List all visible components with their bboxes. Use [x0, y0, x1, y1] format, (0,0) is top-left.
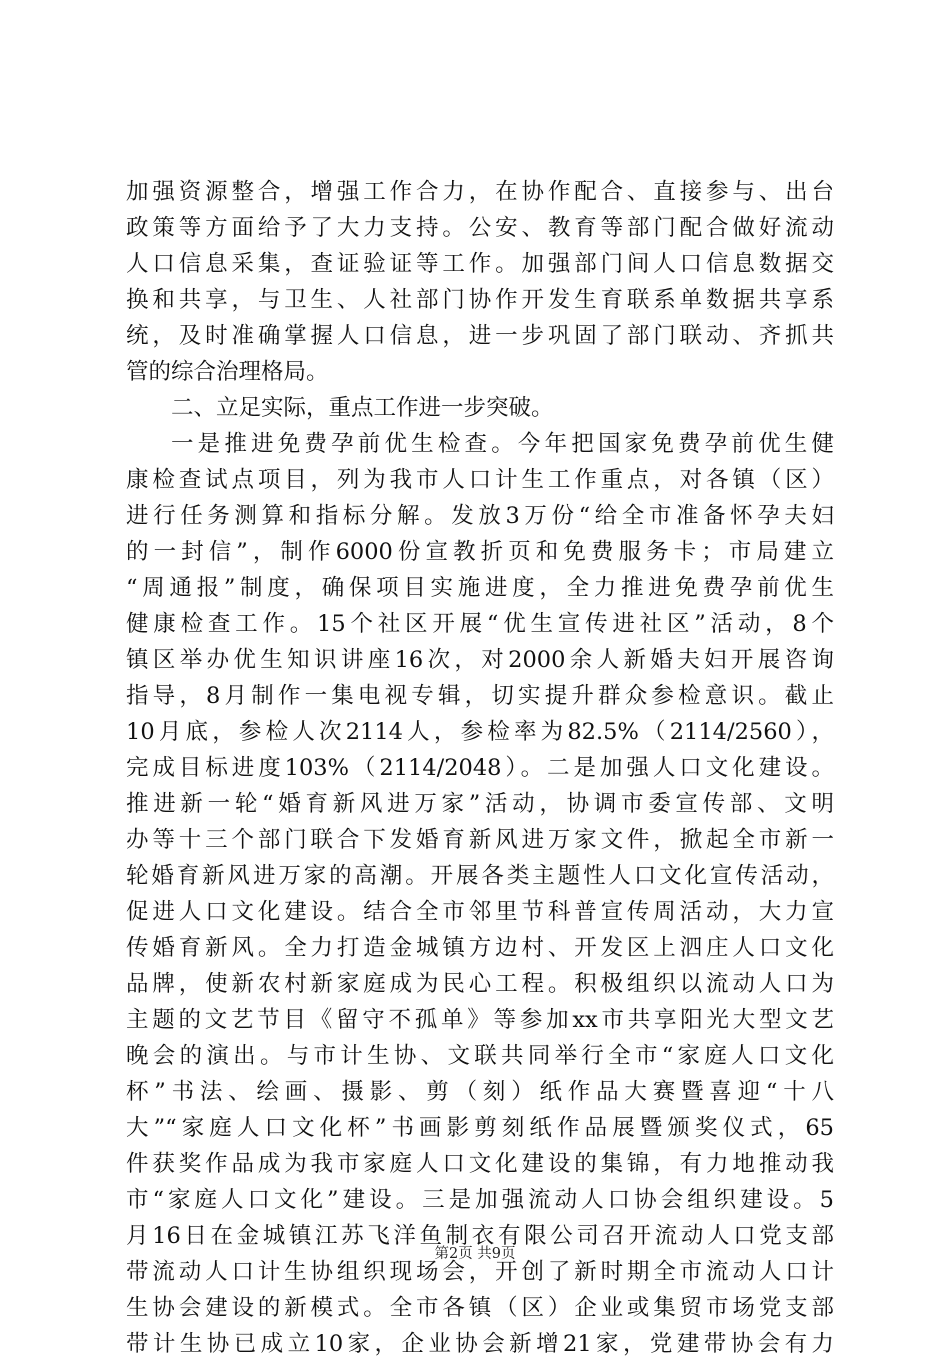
text-line: 带流动人口计生协组织现场会，开创了新时期全市流动人口计 — [126, 1259, 834, 1285]
text-line: 办等十三个部门联合下发婚育新风进万家文件，掀起全市新一 — [126, 827, 834, 853]
text-line: 的一封信”，制作6000份宣教折页和免费服务卡；市局建立 — [126, 539, 834, 565]
text-line: 康检查试点项目，列为我市人口计生工作重点，对各镇（区） — [126, 467, 834, 493]
text-line: 轮婚育新风进万家的高潮。开展各类主题性人口文化宣传活动， — [126, 863, 834, 889]
text-line: 完成目标进度103%（2114/2048）。二是加强人口文化建设。 — [126, 755, 834, 781]
text-line: 生协会建设的新模式。全市各镇（区）企业或集贸市场党支部 — [126, 1295, 834, 1321]
text-line: 镇区举办优生知识讲座16次，对2000余人新婚夫妇开展咨询 — [126, 647, 834, 673]
text-line: 健康检查工作。15个社区开展“优生宣传进社区”活动，8个 — [126, 611, 834, 637]
text-line: 晚会的演出。与市计生协、文联共同举行全市“家庭人口文化 — [126, 1043, 834, 1069]
body-text — [126, 174, 834, 1362]
text-line: 带计生协已成立10家，企业协会新增21家，党建带协会有力 — [126, 1331, 834, 1357]
text-line: 杯”书法、绘画、摄影、剪（刻）纸作品大赛暨喜迎“十八 — [126, 1079, 834, 1105]
text-line: 主题的文艺节目《留守不孤单》等参加xx市共享阳光大型文艺 — [126, 1007, 834, 1033]
text-line: 大”“家庭人口文化杯”书画影剪刻纸作品展暨颁奖仪式，65 — [126, 1115, 834, 1141]
text-line: 进行任务测算和指标分解。发放3万份“给全市准备怀孕夫妇 — [126, 503, 834, 529]
text-line: 传婚育新风。全力打造金城镇方边村、开发区上泗庄人口文化 — [126, 935, 834, 961]
text-line: 换和共享，与卫生、人社部门协作开发生育联系单数据共享系 — [126, 287, 834, 313]
text-line: 一是推进免费孕前优生检查。今年把国家免费孕前优生健 — [171, 431, 834, 457]
text-line: 人口信息采集，查证验证等工作。加强部门间人口信息数据交 — [126, 251, 834, 277]
text-line: 统，及时准确掌握人口信息，进一步巩固了部门联动、齐抓共 — [126, 323, 834, 349]
section-heading: 二、立足实际，重点工作进一步突破。 — [171, 395, 554, 421]
text-line: 管的综合治理格局。 — [126, 359, 329, 385]
page-number-footer: 第2页 共9页 — [434, 1246, 516, 1262]
text-line: 月16日在金城镇江苏飞洋鱼制衣有限公司召开流动人口党支部 — [126, 1223, 834, 1249]
text-line: 推进新一轮“婚育新风进万家”活动，协调市委宣传部、文明 — [126, 791, 834, 817]
text-line: 10月底，参检人次2114人，参检率为82.5%（2114/2560）， — [126, 719, 834, 745]
text-line: 件获奖作品成为我市家庭人口文化建设的集锦，有力地推动我 — [126, 1151, 834, 1177]
text-line: 促进人口文化建设。结合全市邻里节科普宣传周活动，大力宣 — [126, 899, 834, 925]
text-line: 品牌，使新农村新家庭成为民心工程。积极组织以流动人口为 — [126, 971, 834, 997]
text-line: 加强资源整合，增强工作合力，在协作配合、直接参与、出台 — [126, 179, 834, 205]
text-line: “周通报”制度，确保项目实施进度，全力推进免费孕前优生 — [126, 575, 834, 601]
text-line: 政策等方面给予了大力支持。公安、教育等部门配合做好流动 — [126, 215, 834, 241]
text-line: 指导，8月制作一集电视专辑，切实提升群众参检意识。截止 — [126, 683, 834, 709]
text-line: 市“家庭人口文化”建设。三是加强流动人口协会组织建设。5 — [126, 1187, 834, 1213]
